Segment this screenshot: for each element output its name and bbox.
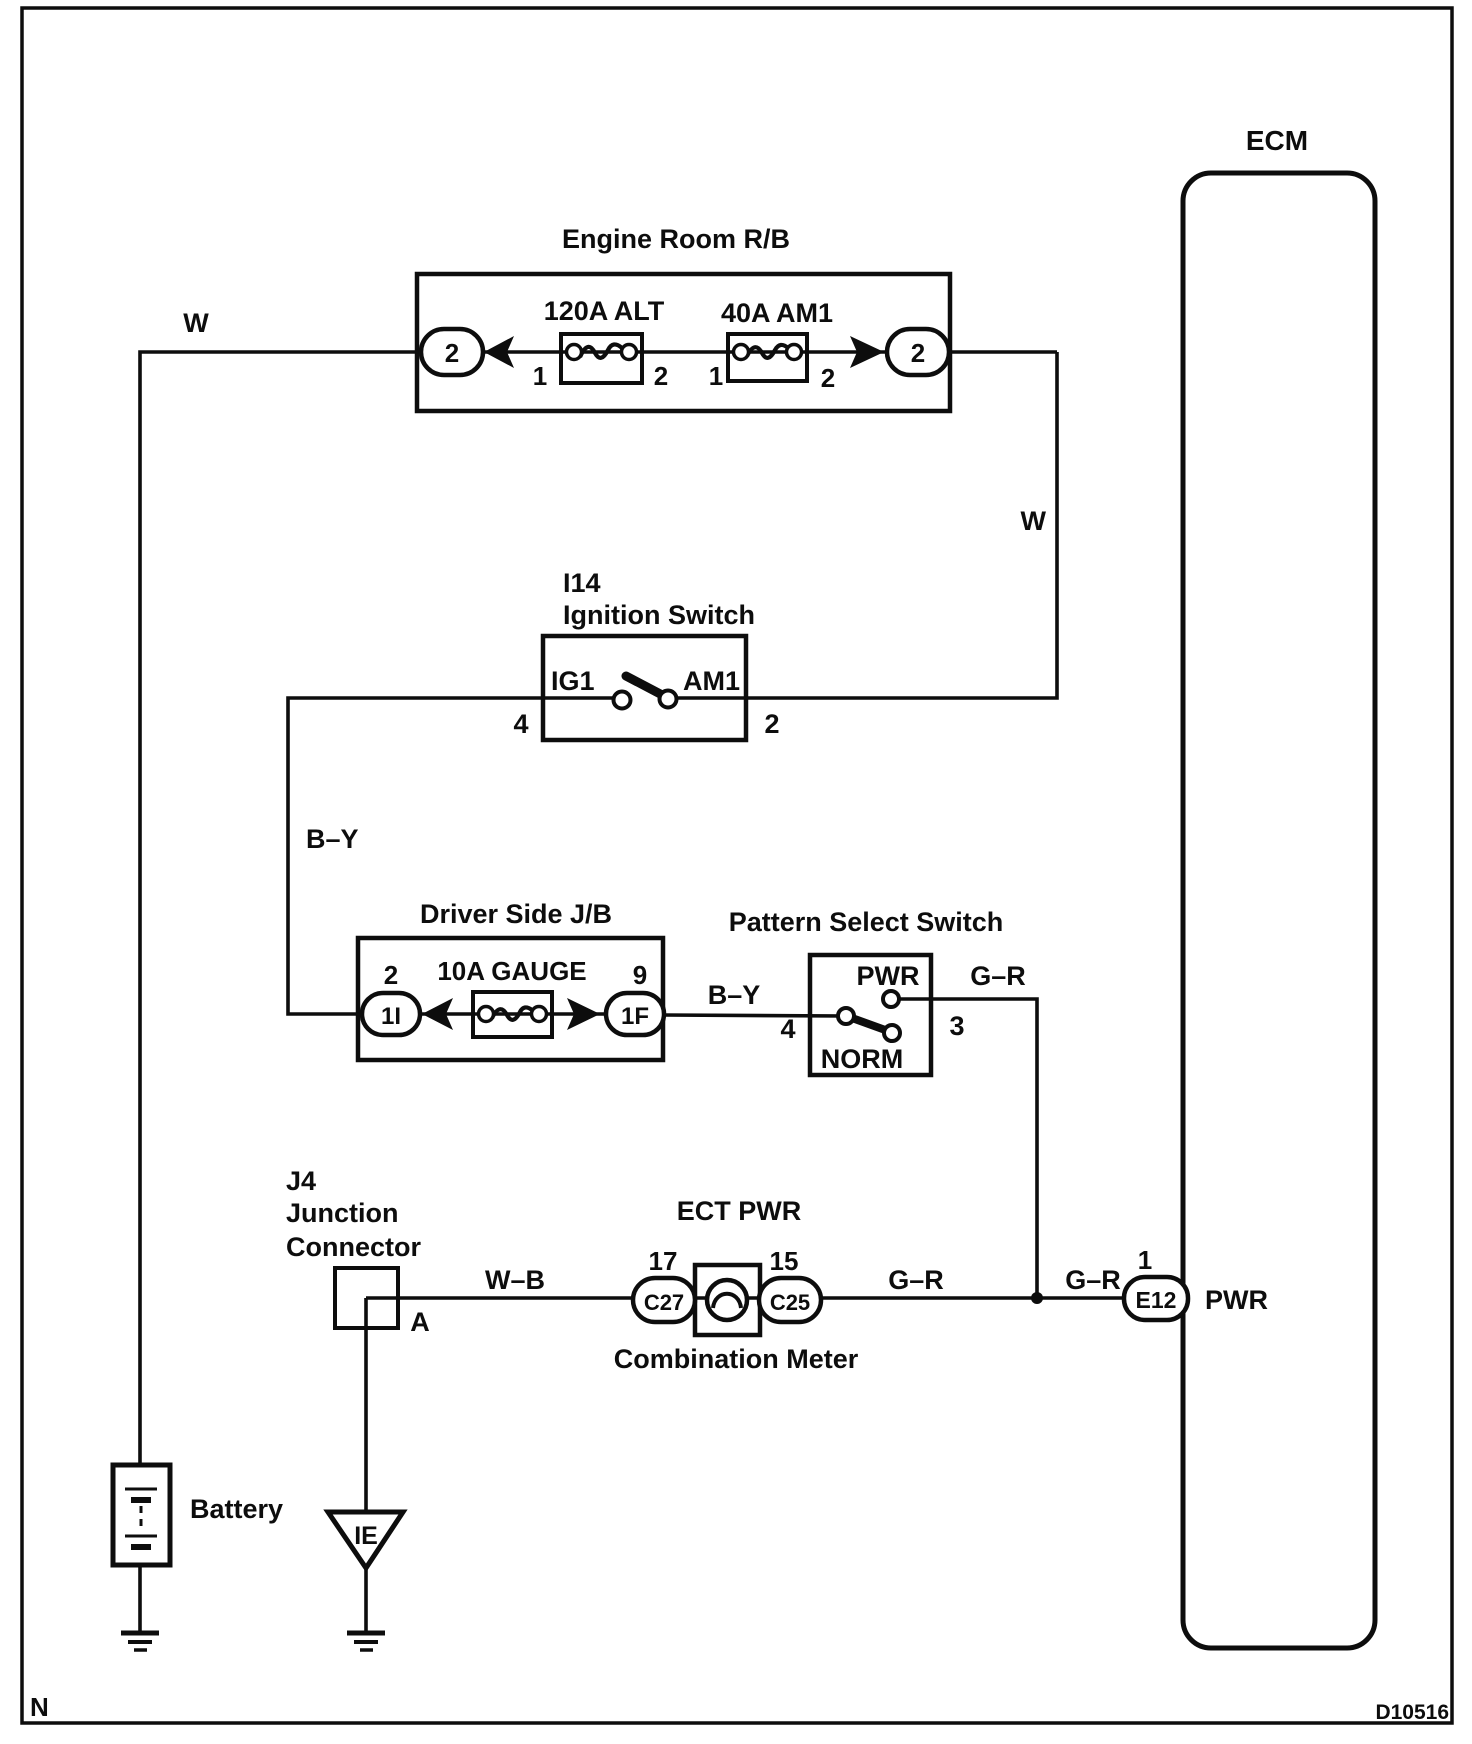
ecm-pin-number: 1 xyxy=(1137,1245,1153,1275)
jb-connector-left-label: 1I xyxy=(380,1003,402,1030)
fuse-gauge-terminal-dot xyxy=(532,1007,547,1022)
fuse-am1-terminal-dot xyxy=(787,345,802,360)
fuse-alt-terminal-1: 1 xyxy=(532,361,548,391)
ignition-contact-left-label: IG1 xyxy=(551,666,595,696)
rb-left-connector-label: 2 xyxy=(444,338,460,368)
wire-label-g-r-meter: G–R xyxy=(888,1265,944,1295)
battery-label: Battery xyxy=(190,1494,284,1524)
wire-label-b-y-vertical: B–Y xyxy=(306,824,359,854)
ignition-switch-code: I14 xyxy=(563,568,601,598)
ie-ground-label: IE xyxy=(354,1522,378,1550)
wire-label-b-y-mid: B–Y xyxy=(707,980,761,1010)
pattern-terminal-left: 4 xyxy=(780,1014,796,1044)
ect-pwr-lamp-icon xyxy=(707,1280,747,1320)
fuse-alt-terminal-dot xyxy=(567,345,582,360)
meter-connector-left-label: C27 xyxy=(643,1290,685,1315)
engine-room-rb-box xyxy=(417,274,950,411)
wire-label-w-b: W–B xyxy=(485,1265,545,1295)
driver-side-jb-title: Driver Side J/B xyxy=(419,899,613,929)
wire-label-w-top: W xyxy=(183,308,209,338)
ignition-terminal-right: 2 xyxy=(764,709,780,739)
page-marker-n: N xyxy=(30,1692,49,1722)
ecm-box xyxy=(1183,173,1375,1648)
engine-room-rb-title: Engine Room R/B xyxy=(562,224,790,254)
ignition-contact-right-label: AM1 xyxy=(682,666,740,696)
fuse-am1-terminal-dot xyxy=(734,345,749,360)
ecm-connector-label: E12 xyxy=(1135,1287,1177,1313)
jb-fuse-label: 10A GAUGE xyxy=(437,956,587,986)
meter-terminal-right: 15 xyxy=(769,1246,799,1276)
meter-terminal-left: 17 xyxy=(648,1246,678,1276)
junction-connector-name-2: Connector xyxy=(286,1232,421,1262)
ignition-terminal-left: 4 xyxy=(513,709,529,739)
wire-label-g-r-ecm: G–R xyxy=(1065,1265,1121,1295)
fuse-alt-terminal-dot xyxy=(622,345,637,360)
fuse-am1-terminal-2: 2 xyxy=(820,363,836,393)
jb-terminal-left: 2 xyxy=(383,960,399,990)
pattern-contact-bottom-label: NORM xyxy=(820,1044,904,1074)
junction-connector-terminal: A xyxy=(410,1307,430,1337)
ignition-contact-am1 xyxy=(660,691,677,708)
junction-connector-name-1: Junction xyxy=(286,1198,399,1228)
doc-code: D10516 xyxy=(1375,1701,1449,1724)
fuse-am1-terminal-1: 1 xyxy=(708,361,724,391)
wire-label-w-right: W xyxy=(1020,506,1046,536)
pattern-terminal-right: 3 xyxy=(949,1011,965,1041)
fuse-gauge-terminal-dot xyxy=(479,1007,494,1022)
fuse-alt-label: 120A ALT xyxy=(543,296,665,326)
fuse-alt-terminal-2: 2 xyxy=(653,361,669,391)
wire-label-g-r-top: G–R xyxy=(970,961,1026,991)
pattern-contact-norm xyxy=(884,1025,900,1041)
ignition-contact-ig1 xyxy=(614,692,631,709)
fuse-am1-label: 40A AM1 xyxy=(720,298,834,328)
ecm-pin-name: PWR xyxy=(1205,1285,1268,1315)
meter-connector-right-label: C25 xyxy=(769,1290,811,1315)
ignition-switch-name: Ignition Switch xyxy=(563,600,755,630)
jb-terminal-right: 9 xyxy=(632,960,648,990)
ect-pwr-lamp-label: ECT PWR xyxy=(676,1196,802,1226)
ecm-title: ECM xyxy=(1245,125,1309,156)
pattern-contact-common xyxy=(838,1008,854,1024)
jb-connector-right-label: 1F xyxy=(620,1003,650,1030)
wire-b-y-mid xyxy=(663,1015,846,1016)
pattern-contact-top-label: PWR xyxy=(856,961,920,991)
combination-meter-name: Combination Meter xyxy=(613,1344,859,1374)
pattern-select-switch-title: Pattern Select Switch xyxy=(728,907,1004,937)
rb-right-connector-label: 2 xyxy=(910,338,926,368)
pattern-contact-pwr xyxy=(883,991,899,1007)
junction-dot xyxy=(1031,1292,1043,1304)
junction-connector-code: J4 xyxy=(286,1166,317,1196)
